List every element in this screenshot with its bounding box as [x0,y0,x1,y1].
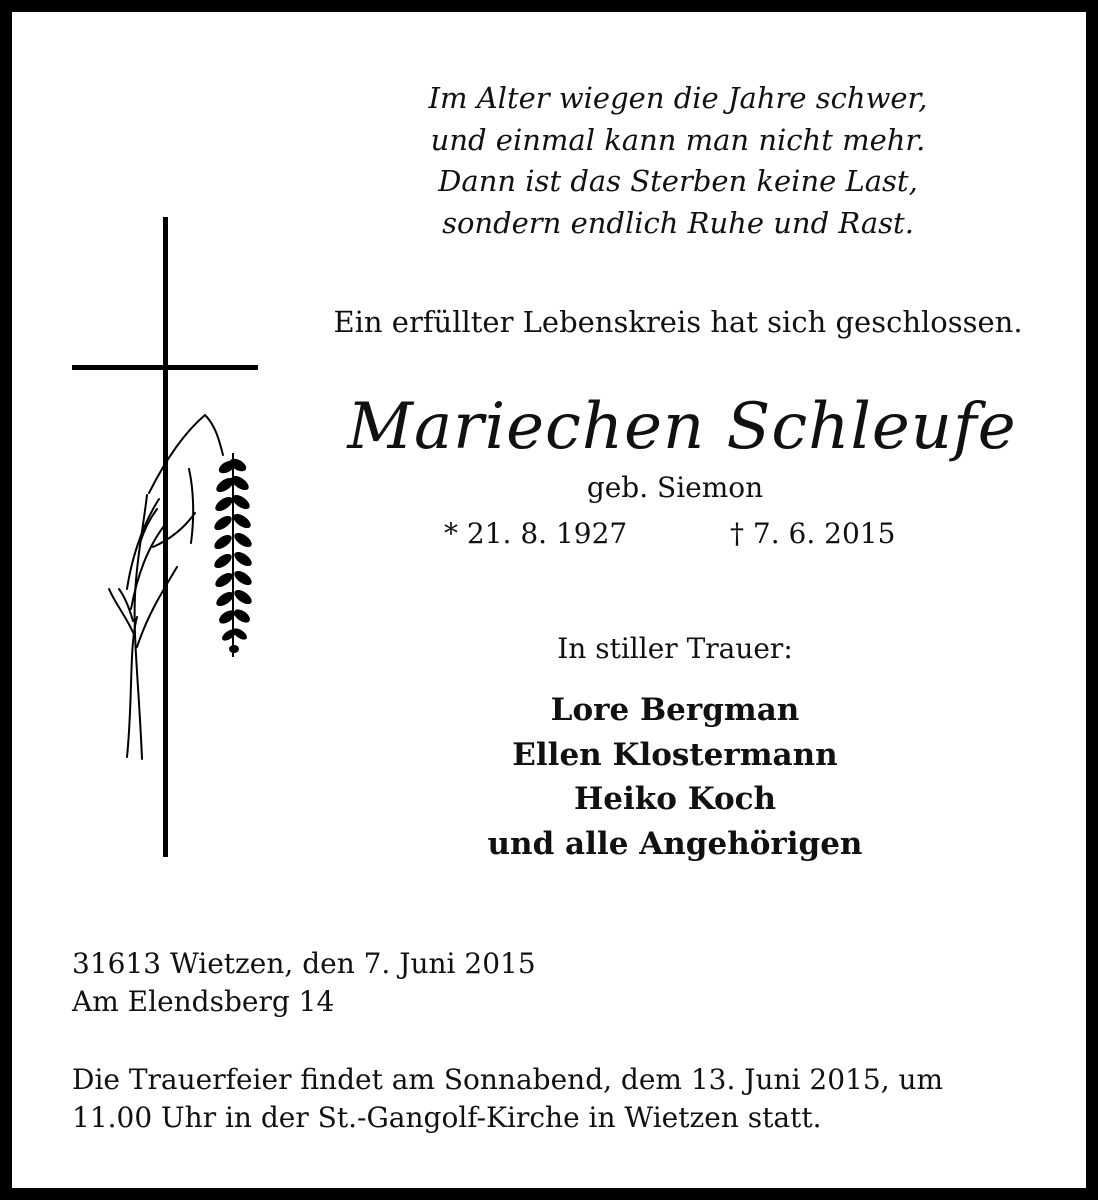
deceased-name: Mariechen Schleufe [347,390,1017,464]
address-block [72,945,536,1021]
service-line: Die Trauerfeier findet am Sonnabend, dem 13. Juni 2015, um [72,1063,944,1096]
poem-line: und einmal kann man nicht mehr. [430,122,926,157]
mourning-heading: In stiller Trauer: [557,632,793,665]
lead-text: Ein erfüllter Lebenskreis hat sich geschlossen. [333,305,1023,339]
poem-line: sondern endlich Ruhe und Rast. [442,205,914,240]
birth-date: * 21. 8. 1927 [444,517,628,550]
mourner-name: und alle Angehörigen [487,825,863,862]
cross-with-wheat-icon [67,217,267,867]
death-date: † 7. 6. 2015 [730,517,896,550]
mourner-name: Lore Bergman [550,692,800,728]
funeral-service-notice [72,1061,943,1137]
poem-line: Im Alter wiegen die Jahre schwer, [428,81,928,115]
memorial-poem [312,78,1044,244]
maiden-name: geb. Siemon [586,471,764,504]
poem-line: Dann ist das Sterben keine Last, [438,164,918,198]
mourners-list [425,688,925,866]
service-line: 11.00 Uhr in der St.-Gangolf-Kirche in Wietzen statt. [72,1101,822,1134]
address-line: Am Elendsberg 14 [72,985,335,1018]
mourner-name: Heiko Koch [573,781,777,817]
mourner-name: Ellen Klostermann [512,736,838,773]
address-line: 31613 Wietzen, den 7. Juni 2015 [72,947,536,980]
